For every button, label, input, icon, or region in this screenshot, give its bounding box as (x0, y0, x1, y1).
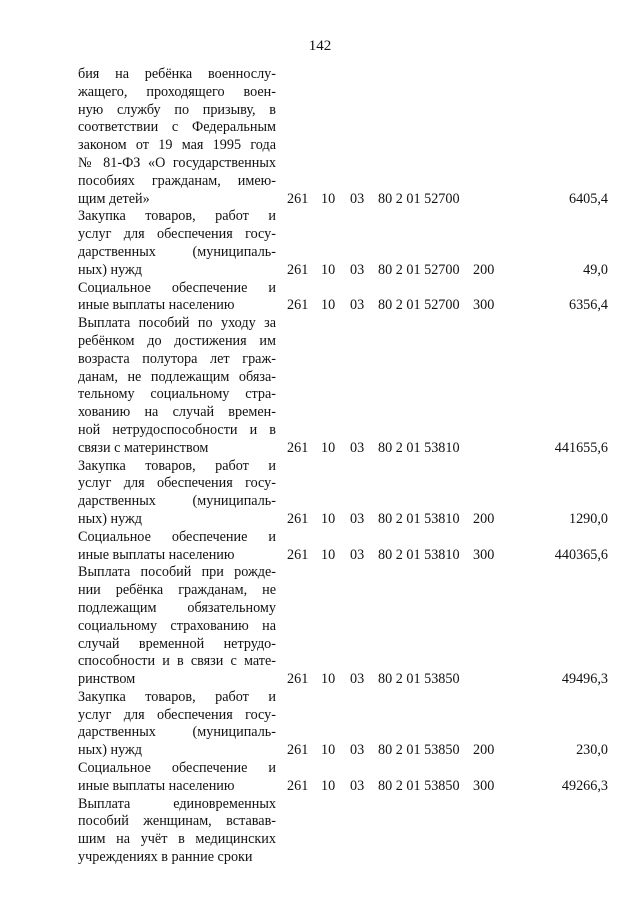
grbs-code: 261 (287, 261, 309, 278)
expense-type-code: 200 (473, 261, 495, 278)
row-description (78, 760, 276, 796)
row-amount: 6356,4 (568, 297, 608, 314)
subsection-code: 03 (350, 190, 365, 207)
description-line: дарственных (муниципаль- (78, 243, 276, 260)
section-code: 10 (321, 297, 336, 314)
description-line: шим на учёт в медицинских (78, 831, 276, 848)
row-amount: 49496,3 (561, 671, 608, 688)
expense-type-code: 200 (473, 510, 495, 527)
budget-table (0, 66, 640, 867)
target-item-code: 80 2 01 53850 (378, 671, 460, 688)
table-row (0, 66, 640, 208)
description-line: ных) нужд (78, 742, 143, 759)
description-line: соответствии с Федеральным (78, 119, 276, 136)
grbs-code: 261 (287, 671, 309, 688)
row-amount: 1290,0 (568, 510, 608, 527)
description-line: способности и в связи с мате- (78, 653, 276, 670)
description-line: пособиях гражданам, имею- (78, 172, 276, 189)
description-line: дарственных (муниципаль- (78, 493, 276, 510)
section-code: 10 (321, 777, 336, 794)
row-description (78, 280, 276, 316)
description-line: Закупка товаров, работ и (78, 457, 276, 474)
expense-type-code: 300 (473, 777, 495, 794)
description-line: случай временной нетрудо- (78, 635, 276, 652)
description-line: Социальное обеспечение и (78, 279, 276, 296)
description-line: учреждениях в ранние сроки (78, 849, 253, 866)
description-line: жащего, проходящего воен- (78, 83, 276, 100)
row-amount: 6405,4 (568, 190, 608, 207)
grbs-code: 261 (287, 546, 309, 563)
target-item-code: 80 2 01 53850 (378, 742, 460, 759)
description-line: Закупка товаров, работ и (78, 688, 276, 705)
description-line: Выплата пособий при рожде- (78, 564, 276, 581)
description-line: Закупка товаров, работ и (78, 208, 276, 225)
description-line: ринством (78, 671, 136, 688)
table-row (0, 458, 640, 529)
description-line: подлежащим обязательному (78, 599, 276, 616)
description-line: Выплата пособий по уходу за (78, 315, 276, 332)
section-code: 10 (321, 261, 336, 278)
description-line: дарственных (муниципаль- (78, 724, 276, 741)
row-description (78, 529, 276, 565)
description-line: данам, не подлежащим обяза- (78, 368, 276, 385)
grbs-code: 261 (287, 777, 309, 794)
subsection-code: 03 (350, 439, 365, 456)
row-amount: 440365,6 (554, 546, 608, 563)
subsection-code: 03 (350, 297, 365, 314)
row-description (78, 689, 276, 760)
row-amount: 441655,6 (554, 439, 608, 456)
description-line: иные выплаты населению (78, 297, 235, 314)
subsection-code: 03 (350, 671, 365, 688)
description-line: хованию на случай времен- (78, 404, 276, 421)
subsection-code: 03 (350, 546, 365, 563)
target-item-code: 80 2 01 53810 (378, 510, 460, 527)
description-line: ную службу по призыву, в (78, 101, 276, 118)
description-line: нии ребёнка гражданам, не (78, 582, 276, 599)
row-description (78, 66, 276, 208)
description-line: возраста полутора лет граж- (78, 350, 276, 367)
expense-type-code: 300 (473, 297, 495, 314)
description-line: щим детей» (78, 190, 150, 207)
description-line: иные выплаты населению (78, 546, 235, 563)
row-description (78, 208, 276, 279)
grbs-code: 261 (287, 742, 309, 759)
grbs-code: 261 (287, 190, 309, 207)
description-line: услуг для обеспечения госу- (78, 475, 276, 492)
description-line: иные выплаты населению (78, 777, 235, 794)
expense-type-code: 200 (473, 742, 495, 759)
description-line: пособий женщинам, вставав- (78, 813, 276, 830)
description-line: услуг для обеспечения госу- (78, 226, 276, 243)
target-item-code: 80 2 01 53810 (378, 439, 460, 456)
description-line: Социальное обеспечение и (78, 528, 276, 545)
target-item-code: 80 2 01 52700 (378, 190, 460, 207)
description-line: тельному социальному стра- (78, 386, 276, 403)
description-line: социальному страхованию на (78, 617, 276, 634)
description-line: № 81-ФЗ «О государственных (78, 154, 276, 171)
description-line: Социальное обеспечение и (78, 760, 276, 777)
description-line: бия на ребёнка военнослу- (78, 66, 276, 82)
description-line: ной нетрудоспособности и в (78, 421, 276, 438)
row-amount: 49266,3 (561, 777, 608, 794)
description-line: ребёнком до достижения им (78, 332, 276, 349)
section-code: 10 (321, 439, 336, 456)
table-row (0, 564, 640, 689)
page-number: 142 (308, 38, 332, 54)
description-line: законом от 19 мая 1995 года (78, 137, 276, 154)
table-row (0, 280, 640, 316)
target-item-code: 80 2 01 52700 (378, 297, 460, 314)
table-row (0, 208, 640, 279)
target-item-code: 80 2 01 53850 (378, 777, 460, 794)
grbs-code: 261 (287, 510, 309, 527)
subsection-code: 03 (350, 777, 365, 794)
section-code: 10 (321, 510, 336, 527)
section-code: 10 (321, 671, 336, 688)
subsection-code: 03 (350, 510, 365, 527)
grbs-code: 261 (287, 439, 309, 456)
table-row (0, 315, 640, 457)
grbs-code: 261 (287, 297, 309, 314)
section-code: 10 (321, 190, 336, 207)
subsection-code: 03 (350, 742, 365, 759)
row-description (78, 315, 276, 457)
row-description (78, 564, 276, 689)
expense-type-code: 300 (473, 546, 495, 563)
table-row (0, 796, 640, 867)
description-line: ных) нужд (78, 261, 143, 278)
subsection-code: 03 (350, 261, 365, 278)
row-amount: 49,0 (583, 261, 608, 278)
description-line: Выплата единовременных (78, 795, 276, 812)
table-row (0, 529, 640, 565)
row-description (78, 796, 276, 867)
row-amount: 230,0 (576, 742, 608, 759)
section-code: 10 (321, 742, 336, 759)
target-item-code: 80 2 01 53810 (378, 546, 460, 563)
description-line: ных) нужд (78, 510, 143, 527)
table-row (0, 760, 640, 796)
row-description (78, 458, 276, 529)
target-item-code: 80 2 01 52700 (378, 261, 460, 278)
description-line: связи с материнством (78, 439, 209, 456)
section-code: 10 (321, 546, 336, 563)
table-row (0, 689, 640, 760)
description-line: услуг для обеспечения госу- (78, 706, 276, 723)
